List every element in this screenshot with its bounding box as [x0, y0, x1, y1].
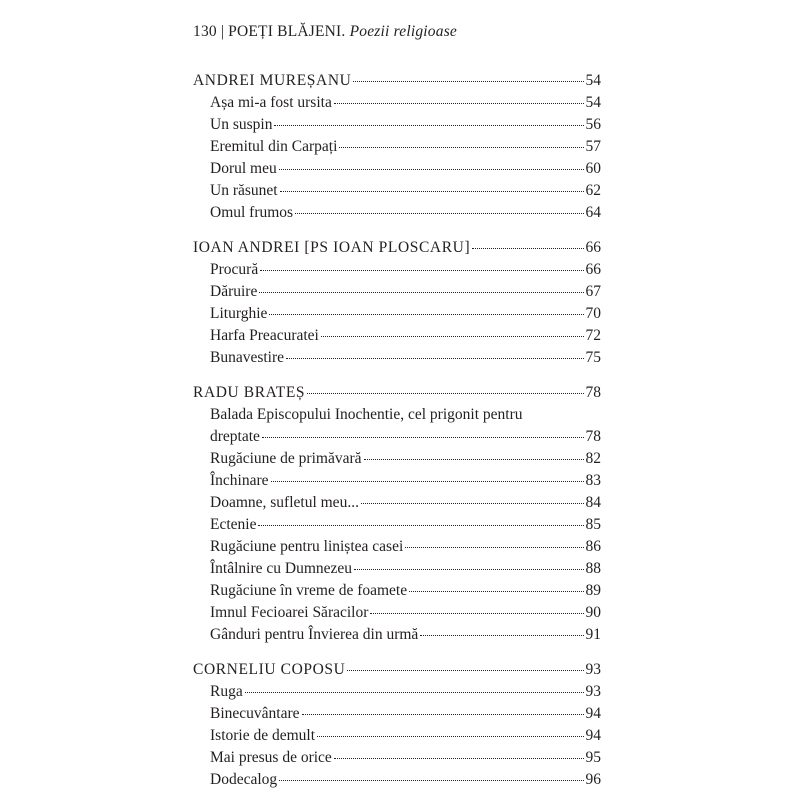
poem-title: Harfa Preacuratei [210, 327, 319, 344]
poem-title: Eremitul din Carpați [210, 138, 338, 155]
poem-title: Istorie de demult [210, 727, 316, 744]
dot-leader [259, 292, 583, 293]
toc-section [193, 237, 601, 369]
toc-section [193, 70, 601, 224]
dot-leader [302, 714, 584, 715]
dot-leader [307, 393, 583, 394]
toc-poem-entry[interactable] [193, 558, 601, 580]
toc-poem-entry[interactable] [193, 114, 601, 136]
author-page-number: 54 [585, 72, 601, 89]
poem-page-number: 85 [585, 516, 601, 533]
toc-poem-entry[interactable] [193, 514, 601, 536]
toc-section [193, 659, 601, 791]
dot-leader [339, 147, 583, 148]
poem-title: Rugăciune pentru liniștea casei [210, 538, 404, 555]
poem-title: dreptate [210, 428, 260, 445]
page-number: 130 [193, 23, 217, 40]
toc-author-entry[interactable] [193, 382, 601, 404]
poem-title: Procură [210, 261, 259, 278]
toc-poem-entry[interactable] [193, 259, 601, 281]
dot-leader [258, 525, 583, 526]
toc-poem-entry[interactable] [193, 492, 601, 514]
toc-poem-entry[interactable] [193, 404, 601, 448]
toc-author-entry[interactable] [193, 659, 601, 681]
dot-leader [409, 591, 583, 592]
toc-poem-entry[interactable] [193, 448, 601, 470]
toc-section [193, 382, 601, 646]
author-name: ANDREI MUREȘANU [193, 72, 352, 89]
toc-poem-entry[interactable] [193, 725, 601, 747]
dot-leader [370, 613, 583, 614]
poem-page-number: 91 [585, 626, 601, 643]
dot-leader [361, 503, 584, 504]
poem-page-number: 96 [585, 771, 601, 788]
toc-poem-entry[interactable] [193, 769, 601, 791]
poem-title: Dorul meu [210, 160, 277, 177]
poem-page-number: 62 [585, 182, 601, 199]
dot-leader [321, 336, 584, 337]
toc-poem-entry[interactable] [193, 703, 601, 725]
poem-title: Închinare [210, 472, 269, 489]
toc-poem-entry[interactable] [193, 92, 601, 114]
poem-page-number: 89 [585, 582, 601, 599]
poem-page-number: 57 [585, 138, 601, 155]
poem-title: Doamne, sufletul meu... [210, 494, 359, 511]
poem-title: Un răsunet [210, 182, 278, 199]
dot-leader [420, 635, 583, 636]
author-page-number: 93 [585, 661, 601, 678]
author-name: CORNELIU COPOSU [193, 661, 346, 678]
poem-title: Liturghie [210, 305, 268, 322]
running-head-separator: | [220, 23, 225, 40]
poem-title: Bunavestire [210, 349, 285, 366]
toc-poem-entry[interactable] [193, 580, 601, 602]
poem-title: Dăruire [210, 283, 258, 300]
dot-leader [364, 459, 584, 460]
book-title: POEȚI BLĂJENI. [228, 23, 346, 40]
author-page-number: 66 [585, 239, 601, 256]
poem-page-number: 67 [585, 283, 601, 300]
dot-leader [260, 270, 583, 271]
poem-title: Binecuvântare [210, 705, 300, 722]
poem-title-line1: Balada Episcopului Inochentie, cel prigonit pentru [210, 406, 523, 423]
poem-title: Un suspin [210, 116, 273, 133]
poem-page-number: 94 [585, 727, 601, 744]
dot-leader [334, 103, 584, 104]
poem-page-number: 70 [585, 305, 601, 322]
running-head [193, 23, 457, 41]
toc-poem-entry[interactable] [193, 624, 601, 646]
dot-leader [405, 547, 583, 548]
poem-title: Rugăciune în vreme de foamete [210, 582, 408, 599]
toc-author-entry[interactable] [193, 237, 601, 259]
poem-page-number: 56 [585, 116, 601, 133]
poem-title: Așa mi-a fost ursita [210, 94, 332, 111]
poem-page-number: 66 [585, 261, 601, 278]
toc-poem-entry[interactable] [193, 180, 601, 202]
toc-poem-entry[interactable] [193, 136, 601, 158]
dot-leader [280, 191, 584, 192]
dot-leader [347, 670, 583, 671]
poem-page-number: 86 [585, 538, 601, 555]
poem-title: Dodecalog [210, 771, 278, 788]
dot-leader [353, 81, 583, 82]
poem-page-number: 72 [585, 327, 601, 344]
dot-leader [245, 692, 584, 693]
poem-page-number: 95 [585, 749, 601, 766]
dot-leader [286, 358, 583, 359]
poem-title: Rugăciune de primăvară [210, 450, 362, 467]
dot-leader [354, 569, 583, 570]
poem-page-number: 83 [585, 472, 601, 489]
dot-leader [334, 758, 584, 759]
author-name: IOAN ANDREI [PS IOAN PLOSCARU] [193, 239, 471, 256]
poem-title: Omul frumos [210, 204, 294, 221]
poem-page-number: 88 [585, 560, 601, 577]
dot-leader [279, 169, 584, 170]
dot-leader [262, 437, 584, 438]
poem-page-number: 82 [585, 450, 601, 467]
author-name: RADU BRATEȘ [193, 384, 306, 401]
toc-poem-entry[interactable] [193, 325, 601, 347]
toc-poem-entry[interactable] [193, 281, 601, 303]
toc-author-entry[interactable] [193, 70, 601, 92]
dot-leader [274, 125, 583, 126]
poem-title: Imnul Fecioarei Săracilor [210, 604, 369, 621]
toc-poem-entry[interactable] [193, 202, 601, 224]
author-page-number: 78 [585, 384, 601, 401]
poem-title: Mai presus de orice [210, 749, 332, 766]
table-of-contents [193, 70, 601, 804]
toc-poem-entry[interactable] [193, 347, 601, 369]
toc-poem-entry[interactable] [193, 470, 601, 492]
dot-leader [279, 780, 583, 781]
toc-poem-entry[interactable] [193, 158, 601, 180]
dot-leader [269, 314, 583, 315]
toc-poem-entry[interactable] [193, 747, 601, 769]
poem-title: Ruga [210, 683, 243, 700]
poem-page-number: 75 [585, 349, 601, 366]
dot-leader [472, 248, 583, 249]
book-subtitle: Poezii religioase [349, 23, 458, 40]
toc-poem-entry[interactable] [193, 303, 601, 325]
dot-leader [271, 481, 584, 482]
poem-page-number: 54 [585, 94, 601, 111]
poem-title: Gânduri pentru Învierea din urmă [210, 626, 419, 643]
poem-page-number: 78 [585, 428, 601, 445]
dot-leader [295, 213, 583, 214]
poem-page-number: 90 [585, 604, 601, 621]
poem-title: Ectenie [210, 516, 257, 533]
poem-page-number: 64 [585, 204, 601, 221]
poem-page-number: 93 [585, 683, 601, 700]
poem-page-number: 84 [585, 494, 601, 511]
poem-page-number: 60 [585, 160, 601, 177]
toc-poem-entry[interactable] [193, 536, 601, 558]
toc-poem-entry[interactable] [193, 681, 601, 703]
poem-page-number: 94 [585, 705, 601, 722]
dot-leader [317, 736, 583, 737]
toc-poem-entry[interactable] [193, 602, 601, 624]
poem-title: Întâlnire cu Dumnezeu [210, 560, 353, 577]
